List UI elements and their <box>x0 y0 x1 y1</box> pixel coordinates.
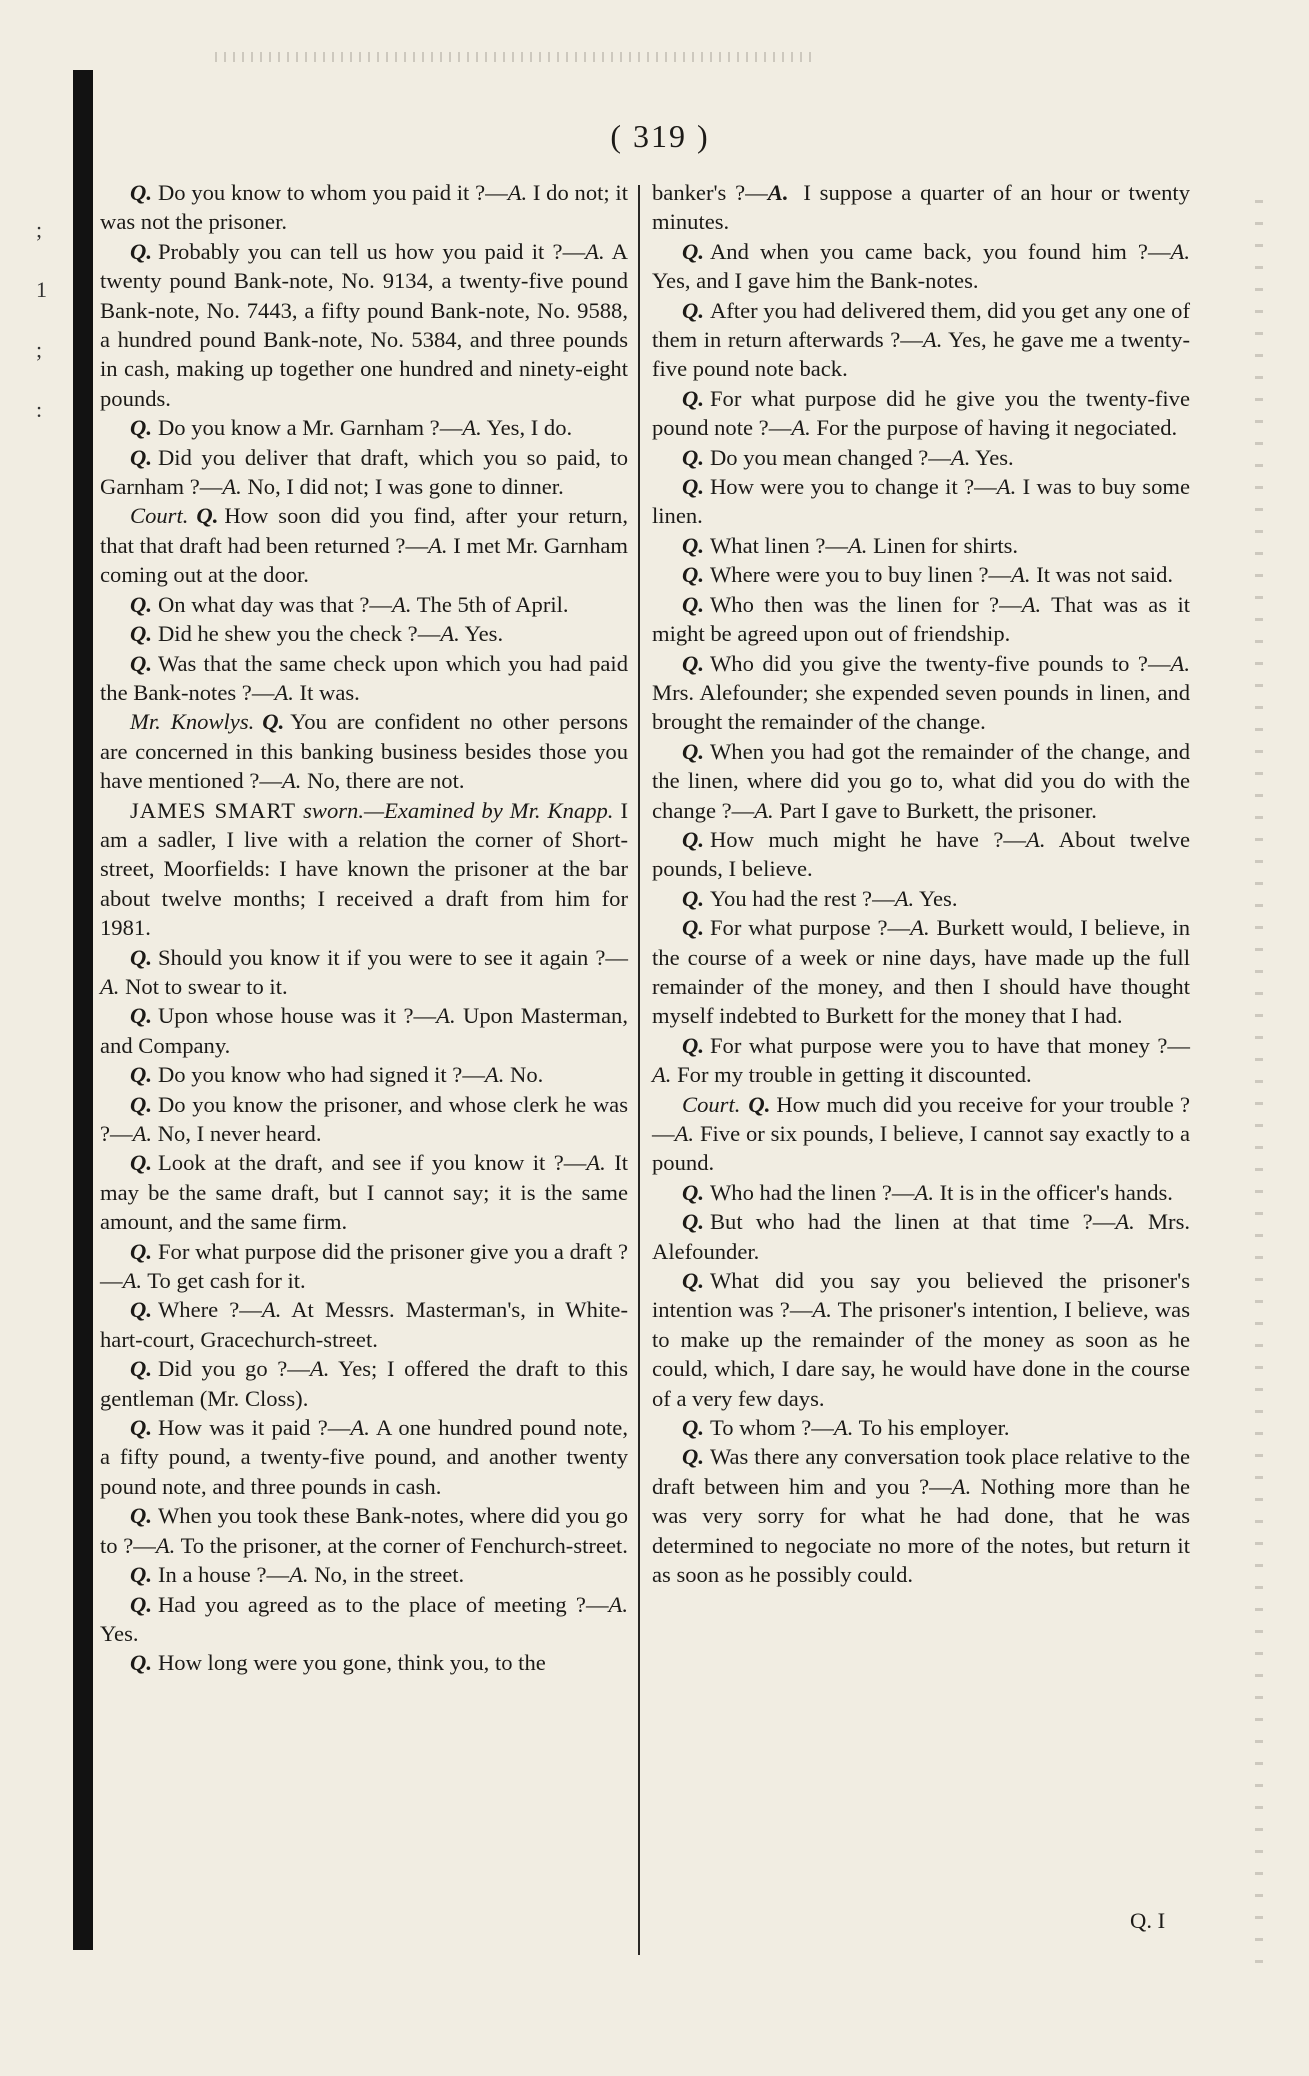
answer-label: A. <box>586 1150 606 1176</box>
margin-mark: ; <box>36 337 43 362</box>
qa-entry <box>652 237 1190 296</box>
answer-text: Upon Masterman, and Company. <box>100 1003 628 1058</box>
answer-text: That was as it might be agreed upon out of friendship. <box>652 591 1190 647</box>
answer-label: A. <box>222 474 242 500</box>
question-text: You are confident no other persons are concerned in this banking business besides those you have mentioned ?— <box>100 709 629 794</box>
answer-label: A. <box>507 180 528 205</box>
qa-entry <box>100 1001 628 1060</box>
answer-label: A. <box>674 1121 695 1146</box>
answer-label: A. <box>261 1297 282 1323</box>
question-text: Do you know a Mr. Garnham ?— <box>157 415 463 441</box>
answer-label: A. <box>914 1179 934 1205</box>
answer-label: A. <box>833 1415 854 1441</box>
qa-entry <box>652 1413 1190 1442</box>
answer-text: Not to swear to it. <box>125 973 288 999</box>
answer-label: A. <box>951 1473 972 1499</box>
question-label: Q. <box>130 1150 152 1176</box>
answer-text: I suppose a quarter of an hour or twenty minutes. <box>652 180 1191 235</box>
question-label: Q. <box>130 180 152 205</box>
question-label: Q. <box>682 650 704 676</box>
answer-label: A. <box>309 1356 330 1382</box>
answer-label: A. <box>1170 238 1190 264</box>
question-text: For what purpose did the prisoner give you a draft ?— <box>100 1238 628 1294</box>
question-label: Q. <box>130 591 152 617</box>
answer-label: A. <box>122 1268 143 1294</box>
answer-text: No, there are not. <box>307 768 465 794</box>
question-text: Do you know to whom you paid it ?— <box>157 180 508 205</box>
question-label: Q. <box>682 885 704 911</box>
qa-entry <box>100 178 628 237</box>
question-text: How long were you gone, think you, to the <box>157 1650 546 1676</box>
answer-text: To the prisoner, at the corner of Fenchurch-street. <box>180 1532 628 1558</box>
question-text: Should you know it if you were to see it again ?— <box>157 944 628 970</box>
qa-entry <box>100 1501 628 1560</box>
question-label: Q. <box>130 444 152 470</box>
question-label: Q. <box>130 1415 152 1441</box>
qa-entry <box>652 1442 1190 1589</box>
qa-entry <box>100 943 628 1002</box>
answer-text: A twenty pound Bank-note, No. 9134, a twenty-five pound Bank-note, No. 7443, a fifty pound Bank-note, No. 9588, a hundred pound Bank-note, No. 5384, and three pounds in cash, making up together one hundred and ninety-eight pounds. <box>100 238 628 411</box>
top-edge-noise <box>215 52 815 62</box>
question-label: Q. <box>682 826 704 852</box>
right-edge-noise <box>1255 200 1263 1980</box>
question-label: Q. <box>682 385 704 411</box>
qa-entry <box>652 296 1190 384</box>
question-label: Q. <box>130 944 152 970</box>
qa-entry <box>652 178 1190 237</box>
answer-text: It was. <box>299 679 360 705</box>
answer-text: It was not said. <box>1036 562 1174 588</box>
question-text: You had the rest ?— <box>709 885 895 911</box>
question-text: When you had got the remainder of the change, and the linen, where did you go to, what did you do with the change ?— <box>652 738 1190 823</box>
question-label: Q. <box>682 1415 704 1441</box>
answer-text: Yes, and I gave him the Bank-notes. <box>652 268 979 294</box>
question-text: How soon did you find, after your return, that that draft had been returned ?— <box>100 503 628 558</box>
question-text: Was that the same check upon which you had paid the Bank-notes ?— <box>100 650 628 705</box>
qa-entry <box>652 825 1190 884</box>
question-label: Q. <box>130 1356 152 1382</box>
answer-text: Yes. <box>918 885 958 911</box>
answer-text: Part I gave to Burkett, the prisoner. <box>779 797 1097 823</box>
question-label: Q. <box>748 1091 771 1117</box>
question-label: Q. <box>130 415 152 441</box>
answer-label: A. <box>1170 650 1190 676</box>
qa-entry <box>652 590 1190 649</box>
qa-entry <box>652 531 1190 560</box>
question-text: What did you say you believed the prisoner's intention was ?— <box>652 1268 1190 1323</box>
question-label: Q. <box>682 297 704 323</box>
question-text: Was there any conversation took place relative to the draft between him and you ?— <box>652 1444 1190 1499</box>
question-text: Do you mean changed ?— <box>709 444 951 470</box>
qa-entry <box>100 1237 628 1296</box>
qa-entry <box>100 1354 628 1413</box>
answer-text: I was to buy some linen. <box>652 474 1190 529</box>
question-text: How much might he have ?— <box>709 826 1027 852</box>
question-text: For what purpose ?— <box>709 915 911 941</box>
answer-label: A. <box>950 444 971 470</box>
answer-text: The 5th of April. <box>416 591 569 617</box>
qa-entry <box>652 472 1190 531</box>
answer-label: A. <box>812 1297 832 1323</box>
qa-entry <box>652 884 1190 913</box>
answer-label: A. <box>922 327 943 353</box>
answer-label: A. <box>767 180 789 205</box>
question-label: Q. <box>130 1091 152 1117</box>
question-label: Q. <box>682 591 704 617</box>
qa-entry <box>652 1031 1190 1090</box>
answer-label: A. <box>132 1121 153 1146</box>
margin-marks <box>36 200 54 440</box>
question-text: Did he shew you the check ?— <box>157 621 441 647</box>
answer-text: For my trouble in getting it discounted. <box>677 1062 1032 1088</box>
question-text: How much did you receive for your trouble ?— <box>652 1091 1190 1146</box>
question-label: Q. <box>130 1650 152 1676</box>
answer-label: A. <box>289 1562 309 1588</box>
question-text: And when you came back, you found him ?— <box>709 238 1171 264</box>
answer-text: Mrs. Alefounder; she expended seven pounds in linen, and brought the remainder of the change. <box>652 679 1190 735</box>
answer-text: Yes. <box>464 621 504 647</box>
answer-label: A. <box>484 1062 505 1088</box>
qa-entry <box>100 619 628 648</box>
qa-entry <box>652 649 1190 737</box>
answer-text: For the purpose of having it negociated. <box>816 415 1178 441</box>
right-column <box>652 178 1190 1590</box>
question-text: Look at the draft, and see if you know it ?— <box>157 1150 587 1176</box>
question-label: Q. <box>682 444 704 470</box>
answer-label: A. <box>350 1415 370 1441</box>
answer-label: A. <box>652 1062 672 1088</box>
question-label: Q. <box>682 1032 704 1058</box>
question-label: Q. <box>130 238 152 264</box>
qa-entry <box>652 560 1190 589</box>
witness-name: JAMES SMART <box>130 797 297 823</box>
answer-label: A. <box>274 679 294 705</box>
margin-mark: ; <box>36 217 43 242</box>
question-label: Q. <box>682 1268 704 1294</box>
qa-entry <box>652 1266 1190 1413</box>
qa-entry <box>100 590 628 619</box>
question-label: Q. <box>682 474 704 500</box>
qa-entry <box>652 913 1190 1031</box>
margin-mark: : <box>36 397 43 422</box>
answer-text: Yes, he gave me a twenty-five pound note back. <box>652 327 1190 382</box>
answer-text: Nothing more than he was very sorry for what he had done, that he was determined to negociate no more of the notes, but return it as soon as he possibly could. <box>652 1473 1190 1588</box>
answer-label: A. <box>155 1532 176 1558</box>
question-text: Where ?— <box>157 1297 262 1323</box>
witness-statement: I am a sadler, I live with a relation the corner of Short-street, Moorfields: I have known the prisoner at the bar about twelve months; I received a draft from him for 1981. <box>100 797 628 941</box>
qa-entry <box>100 796 628 943</box>
answer-text: It may be the same draft, but I cannot say; it is the same amount, and the same firm. <box>100 1150 628 1235</box>
qa-entry <box>100 237 628 413</box>
continued-text: banker's ?— <box>652 180 768 205</box>
qa-entry <box>100 1060 628 1089</box>
answer-label: A. <box>1026 826 1046 852</box>
question-label: Q. <box>262 709 285 735</box>
speaker-label: Mr. Knowlys. <box>130 709 255 735</box>
answer-label: A. <box>910 915 930 941</box>
question-text: But who had the linen at that time ?— <box>709 1209 1116 1235</box>
question-label: Q. <box>130 1562 152 1588</box>
question-label: Q. <box>682 915 704 941</box>
answer-label: A. <box>428 532 448 558</box>
answer-text: No, I never heard. <box>157 1121 322 1146</box>
question-text: For what purpose were you to have that money ?— <box>709 1032 1190 1058</box>
question-text: Who did you give the twenty-five pounds to ?— <box>709 650 1171 676</box>
answer-text: Yes. <box>975 444 1014 470</box>
answer-label: A. <box>996 474 1017 500</box>
answer-label: A. <box>392 591 412 617</box>
question-text: Do you know who had signed it ?— <box>157 1062 485 1088</box>
answer-label: A. <box>1011 562 1031 588</box>
qa-entry <box>652 443 1190 472</box>
question-label: Q. <box>682 562 704 588</box>
question-label: Q. <box>682 1179 704 1205</box>
answer-text: To get cash for it. <box>147 1268 306 1294</box>
qa-entry <box>100 1090 628 1149</box>
answer-label: A. <box>608 1591 628 1617</box>
qa-entry <box>100 1413 628 1501</box>
answer-text: No, I did not; I was gone to dinner. <box>247 474 564 500</box>
question-text: Did you go ?— <box>157 1356 310 1382</box>
question-label: Q. <box>130 1062 152 1088</box>
page-number: ( 319 ) <box>610 118 710 154</box>
question-text: Where were you to buy linen ?— <box>709 562 1012 588</box>
question-text: Upon whose house was it ?— <box>157 1003 437 1029</box>
answer-text: At Messrs. Masterman's, in White-hart-court, Gracechurch-street. <box>100 1297 628 1352</box>
question-text: Did you deliver that draft, which you so paid, to Garnham ?— <box>100 444 628 500</box>
qa-entry <box>100 413 628 442</box>
answer-label: A. <box>440 621 460 647</box>
question-text: Who had the linen ?— <box>709 1179 915 1205</box>
answer-text: Linen for shirts. <box>873 532 1019 558</box>
answer-label: A. <box>754 797 774 823</box>
answer-text: Mrs. Alefounder. <box>652 1209 1191 1264</box>
answer-label: A. <box>281 768 302 794</box>
question-text: To whom ?— <box>709 1415 834 1441</box>
qa-entry <box>652 737 1190 825</box>
question-label: Q. <box>130 650 152 676</box>
qa-entry <box>652 1178 1190 1207</box>
answer-label: A. <box>1021 591 1042 617</box>
qa-entry <box>100 649 628 708</box>
question-label: Q. <box>196 503 219 529</box>
speaker-label: Court. <box>130 503 189 529</box>
question-label: Q. <box>682 1209 704 1235</box>
question-text: In a house ?— <box>157 1562 290 1588</box>
answer-text: A one hundred pound note, a fifty pound, a twenty-five pound, and another twenty pound note, and three pounds in cash. <box>100 1415 628 1499</box>
answer-text: No, in the street. <box>314 1562 465 1588</box>
answer-text: About twelve pounds, I believe. <box>652 826 1190 882</box>
qa-entry <box>100 1148 628 1236</box>
left-column <box>100 178 628 1678</box>
question-text: After you had delivered them, did you get any one of them in return afterwards ?— <box>652 297 1190 353</box>
answer-text: Five or six pounds, I believe, I cannot say exactly to a pound. <box>652 1121 1190 1176</box>
question-text: When you took these Bank-notes, where did you go to ?— <box>100 1503 628 1558</box>
column-rule <box>638 185 640 1955</box>
question-label: Q. <box>682 532 704 558</box>
answer-text: Yes, I do. <box>486 415 573 441</box>
question-label: Q. <box>682 738 704 764</box>
qa-entry <box>100 1648 628 1677</box>
answer-text: No. <box>510 1062 544 1088</box>
question-label: Q. <box>130 621 152 647</box>
question-text: Who then was the linen for ?— <box>709 591 1022 617</box>
qa-entry <box>100 443 628 502</box>
speaker-label: Court. <box>682 1091 741 1117</box>
answer-text: I met Mr. Garnham coming out at the door. <box>100 532 628 588</box>
answer-text: To his employer. <box>858 1415 1010 1441</box>
question-text: On what day was that ?— <box>157 591 393 617</box>
question-text: For what purpose did he give you the twenty-five pound note ?— <box>652 385 1190 441</box>
question-text: Do you know the prisoner, and whose clerk he was ?— <box>100 1091 628 1146</box>
question-label: Q. <box>130 1297 152 1323</box>
question-text: Probably you can tell us how you paid it ?— <box>157 238 586 264</box>
question-text: How were you to change it ?— <box>709 474 997 500</box>
answer-label: A. <box>100 973 120 999</box>
question-text: Had you agreed as to the place of meeting ?— <box>157 1591 609 1617</box>
question-label: Q. <box>682 1444 704 1470</box>
answer-label: A. <box>1115 1209 1135 1235</box>
qa-entry <box>100 707 628 795</box>
answer-label: A. <box>462 415 482 441</box>
qa-entry <box>652 1207 1190 1266</box>
answer-text: The prisoner's intention, I believe, was to make up the remainder of the money as soon as he could, which, I dare say, he would have done in the course of a very few days. <box>652 1297 1190 1411</box>
answer-label: A. <box>585 238 605 264</box>
answer-text: It is in the officer's hands. <box>939 1179 1173 1205</box>
answer-label: A. <box>894 885 915 911</box>
answer-label: A. <box>848 532 868 558</box>
answer-label: A. <box>791 415 811 441</box>
qa-entry <box>100 1560 628 1589</box>
margin-mark: 1 <box>36 277 47 302</box>
question-label: Q. <box>130 1591 152 1617</box>
answer-text: Yes; I offered the draft to this gentleman (Mr. Closs). <box>100 1356 628 1411</box>
answer-text: I do not; it was not the prisoner. <box>100 180 628 235</box>
question-text: What linen ?— <box>709 532 848 558</box>
answer-label: A. <box>436 1003 456 1029</box>
answer-text: Burkett would, I believe, in the course of a week or nine days, have made up the full remainder of the money, and then I should have thought myself indebted to Burkett for the money that I had. <box>652 915 1190 1029</box>
question-label: Q. <box>130 1003 152 1029</box>
question-label: Q. <box>682 238 704 264</box>
book-spine-edge <box>73 70 93 1950</box>
qa-entry <box>100 1295 628 1354</box>
question-label: Q. <box>130 1503 152 1529</box>
qa-entry <box>652 1090 1190 1178</box>
qa-entry <box>100 501 628 589</box>
question-label: Q. <box>130 1238 152 1264</box>
qa-entry <box>100 1590 628 1649</box>
answer-text: Yes. <box>100 1620 139 1646</box>
witness-sworn: sworn.—Examined by Mr. Knapp. <box>303 797 614 823</box>
question-text: How was it paid ?— <box>157 1415 351 1441</box>
catchword: Q. I <box>1130 1908 1166 1933</box>
qa-entry <box>652 384 1190 443</box>
